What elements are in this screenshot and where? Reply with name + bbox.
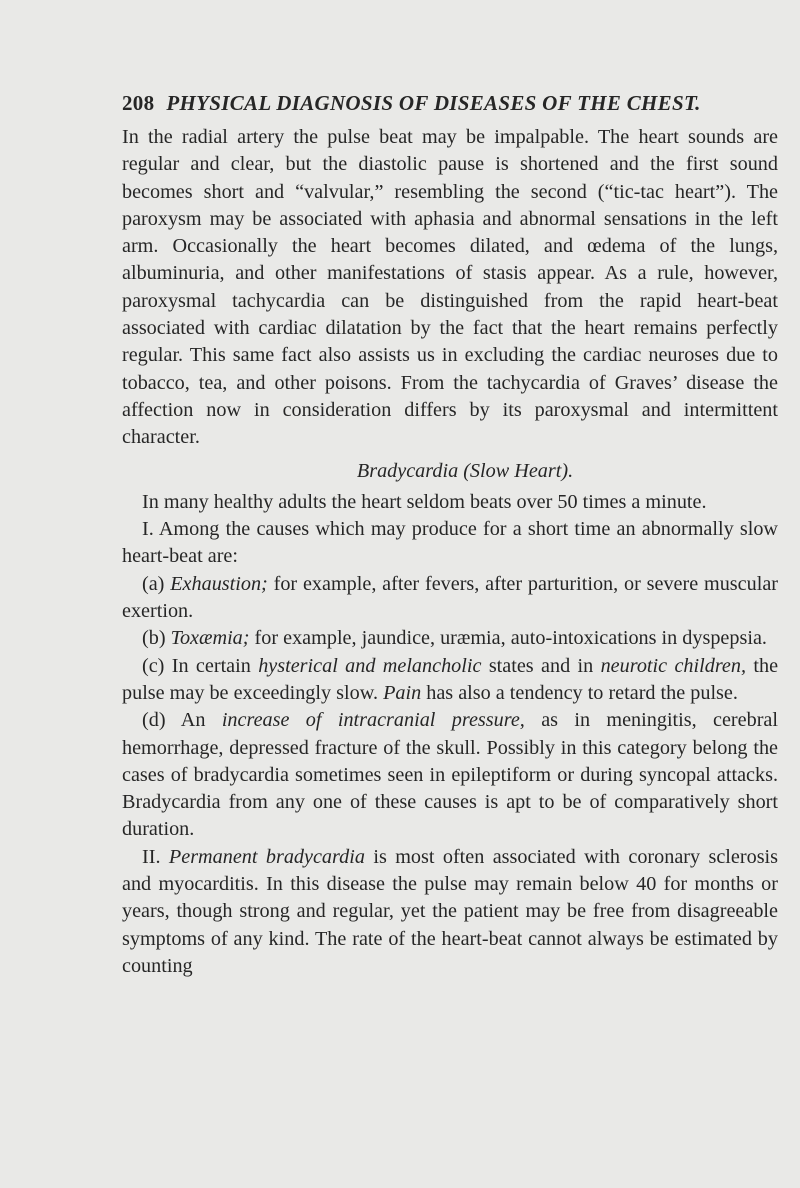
paragraph-tachycardia: In the radial artery the pulse beat may be impalpable. The heart sounds are regular and clear, but the diastolic pause is shortened and the first sound becomes short and “valvular,” resembling the second (“tic-tac heart”). The paroxysm may be associated with aphasia and abnormal sensations in the left arm. Occasionally the heart becomes dilated, and œdema of the lungs, albuminuria, and other manifestations of stasis appear. As a rule, however, paroxysmal tachycardia can be distinguished from the rapid heart-beat associated with cardiac dilatation by the fact that the heart remains perfectly regular. This same fact also assists us in excluding the cardiac neuroses due to tobacco, tea, and other poisons. From the tachycardia of Graves’ disease the affection now in consideration differs by its paroxysmal and intermittent character.	[122, 126, 778, 449]
item-c-pre: In certain	[171, 654, 251, 677]
paragraph-permanent	[122, 844, 778, 980]
item-a-label: (a)	[142, 572, 165, 595]
item-b-text: for example, jaundice, uræmia, auto-intoxications in dyspepsia.	[254, 627, 767, 650]
item-c-term1: hysterical and melancholic	[258, 654, 482, 677]
item-d-text: as in meningitis, cerebral hemorrhage, depressed fracture of the skull. Possibly in this category belong the cases of bradycardia sometimes seen in epileptiform or during syncopal attacks. Bradycardia from any one of these causes is apt to be of comparatively short duration.	[122, 709, 779, 841]
item-b	[122, 625, 778, 652]
paragraph-causes: I. Among the causes which may produce for a short time an abnormally slow heart-beat are:	[122, 518, 778, 568]
item-b-label: (b)	[142, 627, 166, 650]
item-c-mid: states and in	[488, 654, 594, 677]
item-d-pre: An	[180, 709, 206, 732]
item-c-term2: neurotic children,	[600, 654, 747, 677]
item-d	[122, 707, 778, 843]
permanent-label: II.	[142, 845, 161, 868]
permanent-text: is most often associated with coronary sclerosis and myocarditis. In this disease the pulse may remain below 40 for months or years, though strong and regular, yet the patient may be free from disagreeable symptoms of any kind. The rate of the heart-beat cannot always be estimated by counting	[122, 845, 779, 977]
running-title: PHYSICAL DIAGNOSIS OF DISEASES OF THE CHEST.	[166, 91, 701, 115]
item-c	[122, 653, 778, 708]
paragraph-healthy-adults: In many healthy adults the heart seldom beats over 50 times a minute.	[142, 490, 707, 513]
item-a-text: for example, after fevers, after parturition, or severe muscular exertion.	[122, 572, 778, 623]
permanent-term: Permanent bradycardia	[168, 845, 365, 868]
item-d-label: (d)	[142, 709, 166, 732]
item-a	[122, 571, 778, 626]
running-header	[122, 91, 762, 116]
item-c-term3: Pain	[383, 681, 422, 704]
item-c-mid2: the pulse may be exceedingly slow.	[122, 654, 779, 704]
page-number: 208	[122, 91, 155, 115]
item-b-term: Toxæmia;	[170, 627, 250, 650]
section-heading: Bradycardia (Slow Heart).	[356, 459, 574, 482]
item-c-end: has also a tendency to retard the pulse.	[426, 681, 738, 704]
item-a-term: Exhaustion;	[170, 572, 268, 595]
item-d-term: increase of intracranial pressure,	[221, 709, 525, 732]
body-text	[122, 124, 778, 980]
item-c-label: (c)	[142, 654, 165, 677]
